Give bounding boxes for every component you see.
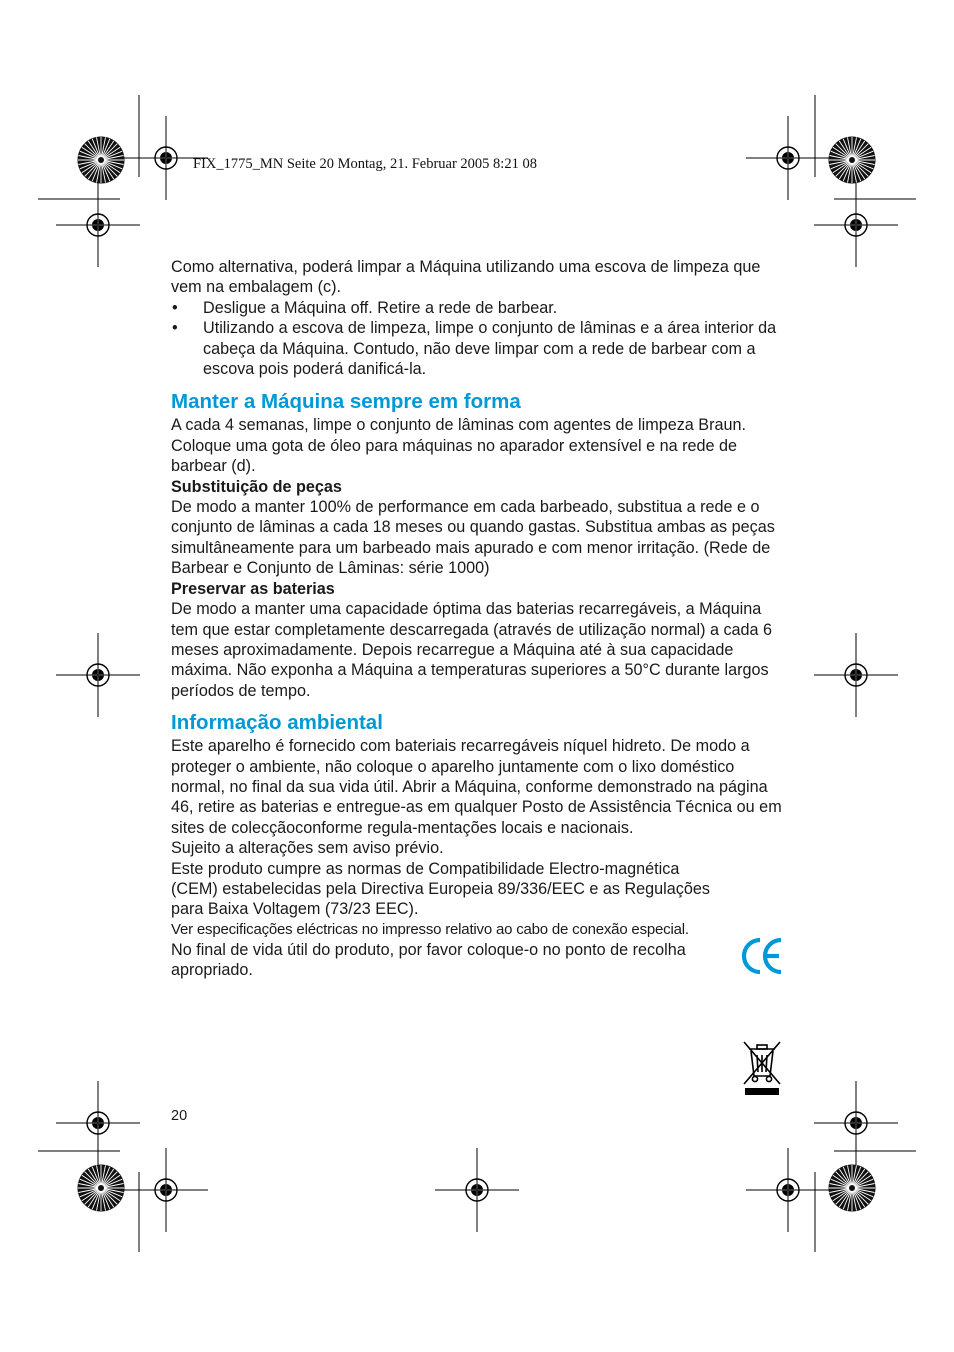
maintenance-paragraph: A cada 4 semanas, limpe o conjunto de lâminas com agentes de limpeza Braun. Coloque uma gota de óleo para máquinas no aparador extensível e na rede de barbear (d). <box>171 416 746 476</box>
replacement-paragraph: De modo a manter 100% de performance em cada barbeado, substitua a rede e o conjunto de lâminas a cada 18 meses ou quando gastas. Substitua ambas as peças simultâneamente para um barbeado mais apurado e com menor irritação. (Rede de Barbear e Conjunto de Lâminas: série 1000) <box>171 498 775 578</box>
battery-paragraph: De modo a manter uma capacidade óptima das baterias recarregáveis, a Máquina tem que estar completamente descarregada (através de utilização normal) a cada 6 meses aproximadamente. Depois recarregue a Máquina até à sua capacidade máxima. Não exponha a Máquina a temperaturas superiores a 50°C durante largos períodos de tempo. <box>171 600 773 700</box>
registration-mark-icon <box>814 1081 898 1165</box>
list-item: • Desligue a Máquina off. Retire a rede de barbear. <box>171 298 786 318</box>
list-item: • Utilizando a escova de limpeza, limpe o conjunto de lâminas e a área interior da cabeça da Máquina. Contudo, não deve limpar com a rede de barbear com a escova pois poderá danificá-la. <box>171 318 786 379</box>
registration-mark-icon <box>56 633 140 717</box>
registration-mark-icon <box>124 1148 208 1232</box>
subheading: Preservar as baterias <box>171 579 335 598</box>
ce-compliance-text: Este produto cumpre as normas de Compatibilidade Electro-magnética (CEM) estabelecidas pela Directiva Europeia 89/336/EEC e as Regulações para Baixa Voltagem (73/23 EEC). <box>171 859 710 919</box>
intro-paragraph: Como alternativa, poderá limpar a Máquina utilizando uma escova de limpeza que vem na embalagem (c). <box>171 258 761 297</box>
slug-line: FIX_1775_MN Seite 20 Montag, 21. Februar 2005 8:21 08 <box>193 156 537 172</box>
cleaning-steps-list <box>171 298 786 380</box>
starburst-icon <box>78 1165 125 1212</box>
page-content <box>171 257 786 981</box>
registration-mark-icon <box>56 183 140 267</box>
registration-mark-icon <box>56 1081 140 1165</box>
environment-paragraph: Este aparelho é fornecido com bateriais recarregáveis níquel hidreto. De modo a proteger o ambiente, não coloque o aparelho juntamente com o lixo doméstico normal, no final da sua vida útil. Abrir a Máquina, conforme demonstrado na página 46, retire as baterias e entregue-as em qualquer Posto de Assistência Técnica ou em sites de colecçãoconforme regula-mentações locais e nacionais. <box>171 737 782 837</box>
subheading: Substituição de peças <box>171 477 342 496</box>
registration-mark-icon <box>746 116 830 200</box>
starburst-icon <box>829 1165 876 1212</box>
ce-mark-icon <box>741 936 785 976</box>
crossed-out-bin-icon <box>740 1039 784 1097</box>
page-number: 20 <box>171 1108 188 1124</box>
registration-mark-icon <box>746 1148 830 1232</box>
registration-mark-icon <box>435 1148 519 1232</box>
section-heading: Manter a Máquina sempre em forma <box>171 390 521 414</box>
starburst-icon <box>78 137 125 184</box>
section-heading: Informação ambiental <box>171 711 383 735</box>
disposal-text: No final de vida útil do produto, por favor coloque-o no ponto de recolha apropriado. <box>171 940 686 980</box>
starburst-icon <box>829 137 876 184</box>
notice-text: Sujeito a alterações sem aviso prévio. <box>171 839 444 858</box>
registration-mark-icon <box>814 183 898 267</box>
electrical-note: Ver especificações eléctricas no impresso relativo ao cabo de conexão especial. <box>171 920 689 938</box>
registration-mark-icon <box>814 633 898 717</box>
